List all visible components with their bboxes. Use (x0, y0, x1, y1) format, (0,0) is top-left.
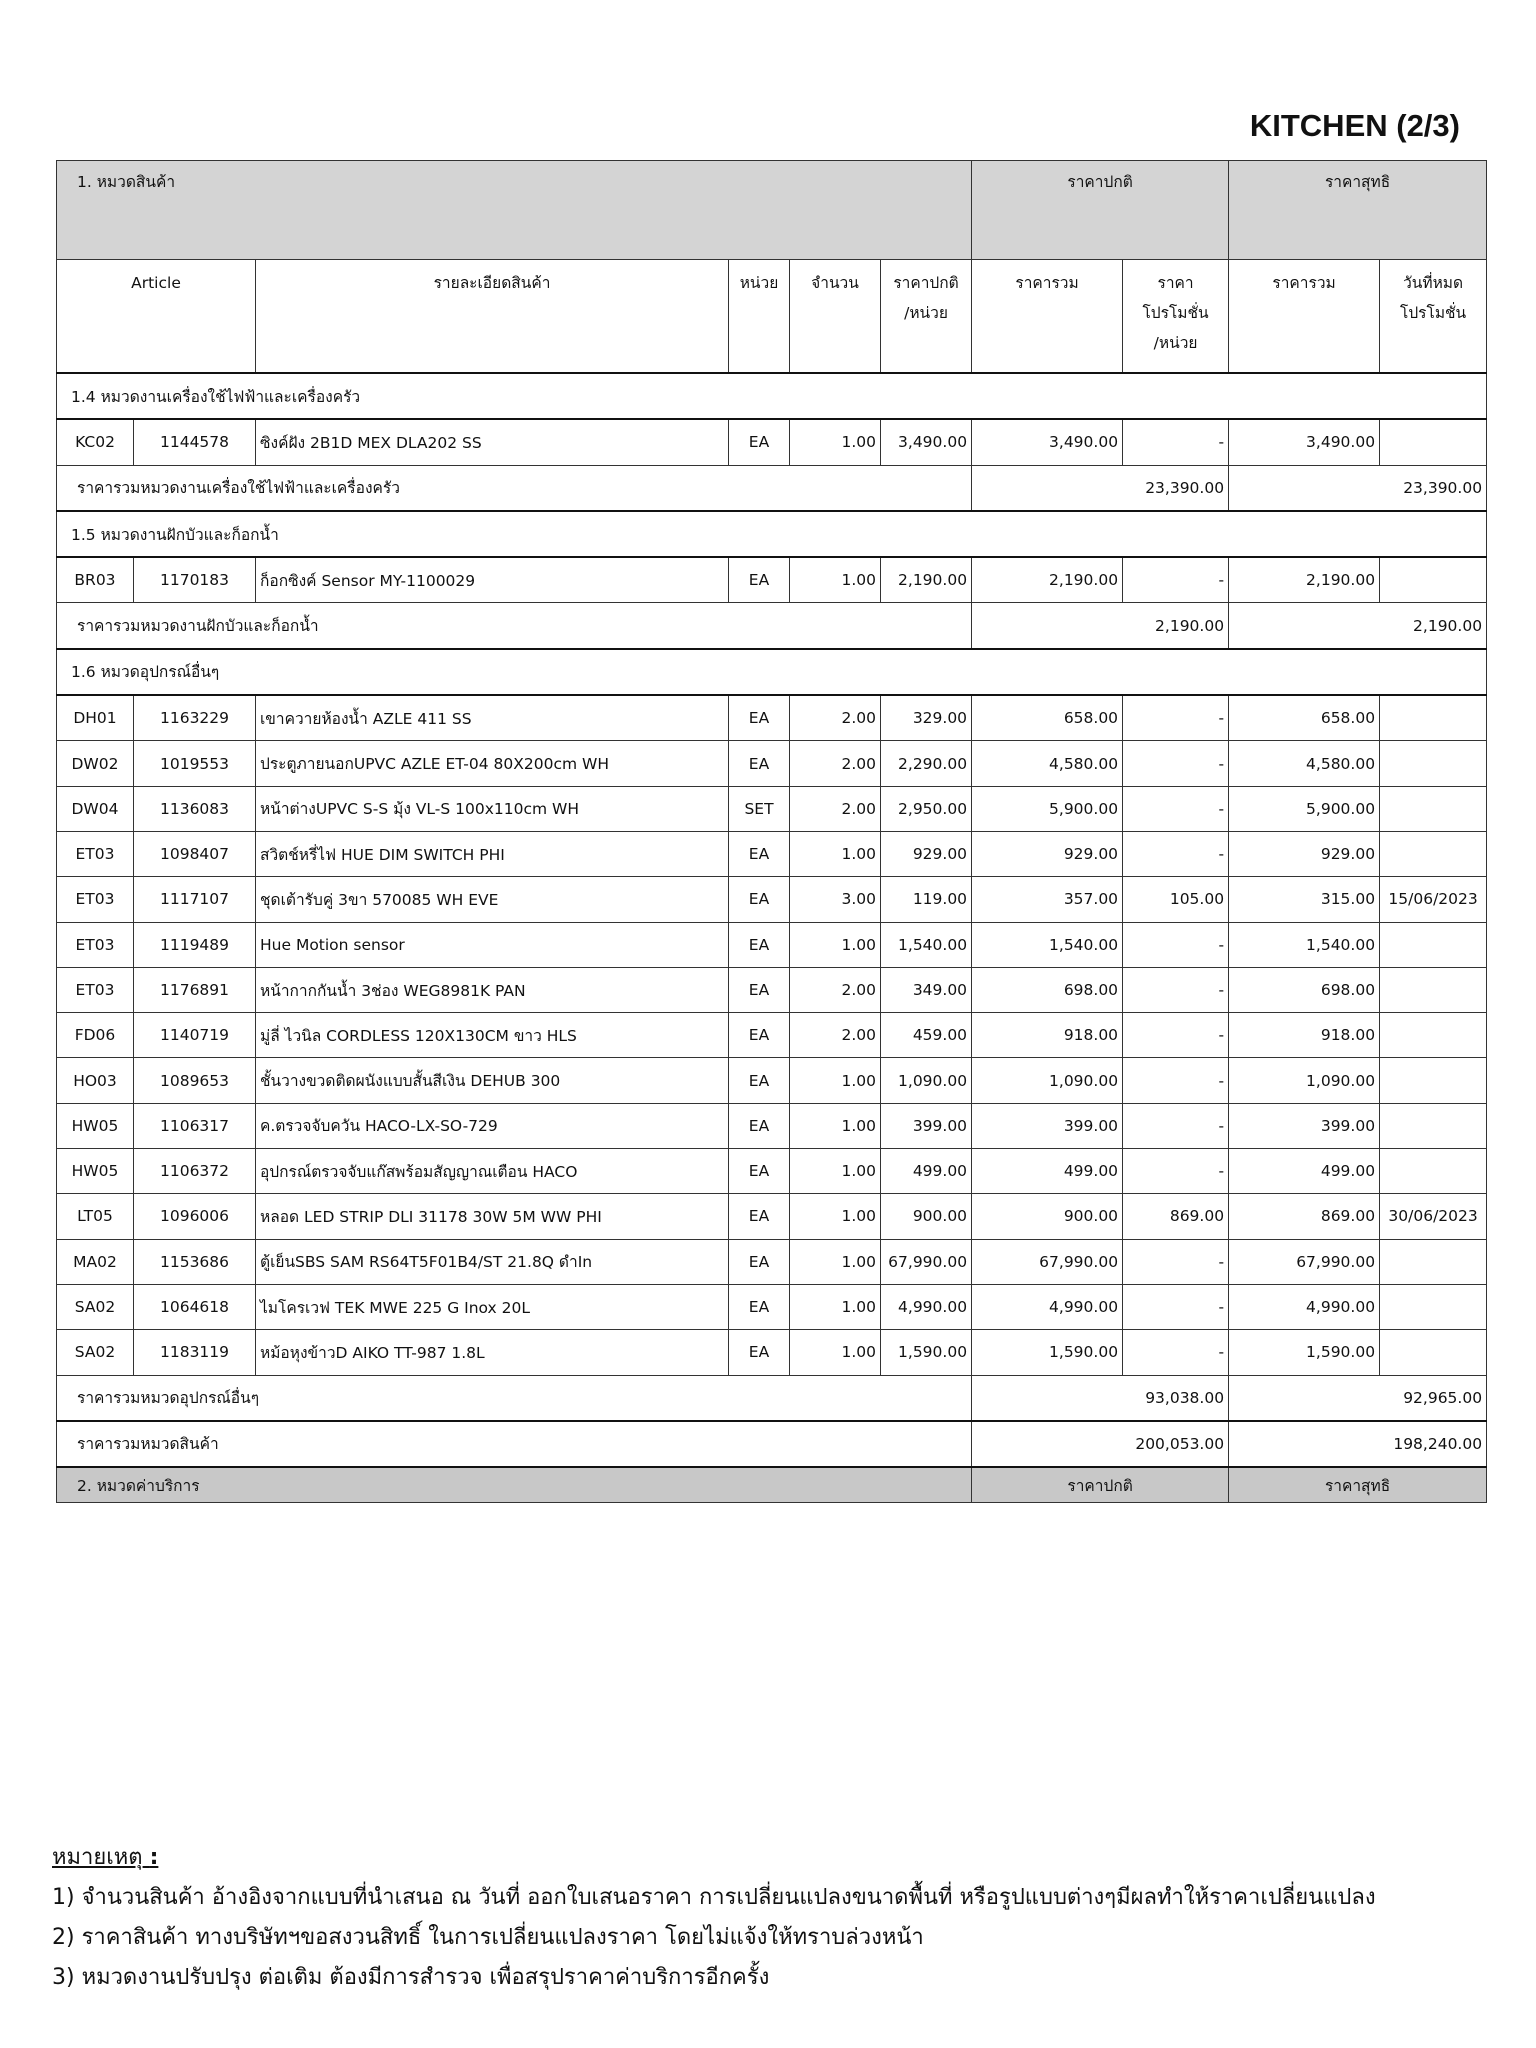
item-unit: EA (729, 1149, 790, 1194)
subtotal-label: ราคารวมหมวดอุปกรณ์อื่นๆ (57, 1375, 972, 1421)
item-code: MA02 (57, 1239, 134, 1284)
item-description: Hue Motion sensor (256, 922, 729, 967)
item-promo-end (1380, 695, 1487, 741)
col-promo-price: ราคา โปรโมชั่น /หน่วย (1123, 260, 1229, 374)
table-row (57, 1013, 1487, 1058)
item-code: DW04 (57, 786, 134, 831)
item-qty: 3.00 (790, 877, 881, 922)
grand-total-row (57, 1421, 1487, 1467)
item-article: 1117107 (134, 877, 256, 922)
item-code: HW05 (57, 1149, 134, 1194)
col-description: รายละเอียดสินค้า (256, 260, 729, 374)
item-unit-price: 2,290.00 (881, 741, 972, 786)
item-unit-price: 2,190.00 (881, 557, 972, 603)
item-promo-end (1380, 1013, 1487, 1058)
item-article: 1176891 (134, 967, 256, 1012)
item-net-total: 1,090.00 (1229, 1058, 1380, 1103)
service-net-label: ราคาสุทธิ (1229, 1467, 1487, 1503)
item-unit-price: 399.00 (881, 1103, 972, 1148)
item-promo-price: - (1123, 1239, 1229, 1284)
section-row (57, 511, 1487, 557)
item-article: 1163229 (134, 695, 256, 741)
category-header-row (57, 161, 1487, 260)
item-net-total: 4,580.00 (1229, 741, 1380, 786)
item-code: HO03 (57, 1058, 134, 1103)
item-qty: 1.00 (790, 831, 881, 876)
note-line: 2) ราคาสินค้า ทางบริษัทฯขอสงวนสิทธิ์ ในการเปลี่ยนแปลงราคา โดยไม่แจ้งให้ทราบล่วงหน้า (52, 1925, 924, 1950)
subtotal-row (57, 1375, 1487, 1421)
service-regular-label: ราคาปกติ (972, 1467, 1229, 1503)
subtotal-regular: 2,190.00 (972, 603, 1229, 649)
table-row (57, 967, 1487, 1012)
item-description: ค.ตรวจจับควัน HACO-LX-SO-729 (256, 1103, 729, 1148)
item-article: 1098407 (134, 831, 256, 876)
service-category-title: 2. หมวดค่าบริการ (57, 1467, 972, 1503)
item-total: 1,590.00 (972, 1330, 1123, 1375)
item-qty: 1.00 (790, 1239, 881, 1284)
item-promo-price: - (1123, 967, 1229, 1012)
item-article: 1170183 (134, 557, 256, 603)
item-article: 1019553 (134, 741, 256, 786)
item-total: 357.00 (972, 877, 1123, 922)
item-net-total: 4,990.00 (1229, 1284, 1380, 1329)
item-unit: EA (729, 1284, 790, 1329)
item-promo-price: - (1123, 1149, 1229, 1194)
item-unit-price: 67,990.00 (881, 1239, 972, 1284)
table-row (57, 419, 1487, 465)
notes-title: หมายเหตุ : (52, 1845, 159, 1870)
item-total: 499.00 (972, 1149, 1123, 1194)
item-unit-price: 2,950.00 (881, 786, 972, 831)
net-price-group: ราคาสุทธิ (1229, 161, 1487, 260)
item-code: ET03 (57, 831, 134, 876)
item-qty: 2.00 (790, 967, 881, 1012)
item-code: SA02 (57, 1330, 134, 1375)
item-unit: SET (729, 786, 790, 831)
col-promo-end: วันที่หมด โปรโมชั่น (1380, 260, 1487, 374)
item-unit: EA (729, 922, 790, 967)
quotation-table (56, 160, 1487, 1503)
table-row (57, 1284, 1487, 1329)
table-row (57, 877, 1487, 922)
grand-total-net: 198,240.00 (1229, 1421, 1487, 1467)
item-unit-price: 459.00 (881, 1013, 972, 1058)
item-unit: EA (729, 419, 790, 465)
item-description: ชั้นวางขวดติดผนังแบบสั้นสีเงิน DEHUB 300 (256, 1058, 729, 1103)
item-description: สวิตช์หรี่ไฟ HUE DIM SWITCH PHI (256, 831, 729, 876)
item-total: 5,900.00 (972, 786, 1123, 831)
column-header-row (57, 260, 1487, 374)
item-unit-price: 329.00 (881, 695, 972, 741)
item-qty: 1.00 (790, 1058, 881, 1103)
item-net-total: 315.00 (1229, 877, 1380, 922)
item-unit-price: 1,090.00 (881, 1058, 972, 1103)
item-unit-price: 929.00 (881, 831, 972, 876)
item-promo-price: 105.00 (1123, 877, 1229, 922)
item-unit: EA (729, 967, 790, 1012)
col-total: ราคารวม (972, 260, 1123, 374)
item-net-total: 5,900.00 (1229, 786, 1380, 831)
item-article: 1140719 (134, 1013, 256, 1058)
subtotal-regular: 93,038.00 (972, 1375, 1229, 1421)
item-net-total: 499.00 (1229, 1149, 1380, 1194)
item-qty: 1.00 (790, 1194, 881, 1239)
item-net-total: 67,990.00 (1229, 1239, 1380, 1284)
table-row (57, 1103, 1487, 1148)
item-code: DH01 (57, 695, 134, 741)
item-qty: 2.00 (790, 786, 881, 831)
category-title: 1. หมวดสินค้า (57, 161, 972, 260)
item-unit: EA (729, 831, 790, 876)
subtotal-regular: 23,390.00 (972, 465, 1229, 511)
item-promo-price: - (1123, 786, 1229, 831)
item-code: ET03 (57, 967, 134, 1012)
item-promo-price: - (1123, 419, 1229, 465)
item-total: 918.00 (972, 1013, 1123, 1058)
subtotal-row (57, 465, 1487, 511)
item-description: ตู้เย็นSBS SAM RS64T5F01B4/ST 21.8Q ดำIn (256, 1239, 729, 1284)
item-total: 698.00 (972, 967, 1123, 1012)
item-promo-end (1380, 741, 1487, 786)
item-total: 3,490.00 (972, 419, 1123, 465)
item-total: 929.00 (972, 831, 1123, 876)
item-promo-end (1380, 1239, 1487, 1284)
item-unit-price: 1,590.00 (881, 1330, 972, 1375)
col-unit: หน่วย (729, 260, 790, 374)
item-article: 1136083 (134, 786, 256, 831)
item-net-total: 918.00 (1229, 1013, 1380, 1058)
item-description: หน้ากากกันน้ำ 3ช่อง WEG8981K PAN (256, 967, 729, 1012)
item-promo-price: - (1123, 1013, 1229, 1058)
item-article: 1064618 (134, 1284, 256, 1329)
subtotal-net: 2,190.00 (1229, 603, 1487, 649)
item-unit-price: 499.00 (881, 1149, 972, 1194)
item-promo-price: - (1123, 1330, 1229, 1375)
col-qty: จำนวน (790, 260, 881, 374)
item-unit: EA (729, 1239, 790, 1284)
item-promo-end: 30/06/2023 (1380, 1194, 1487, 1239)
item-promo-end (1380, 1058, 1487, 1103)
item-promo-end: 15/06/2023 (1380, 877, 1487, 922)
section-title: 1.4 หมวดงานเครื่องใช้ไฟฟ้าและเครื่องครัว (57, 373, 1487, 419)
item-description: หลอด LED STRIP DLI 31178 30W 5M WW PHI (256, 1194, 729, 1239)
table-row (57, 1330, 1487, 1375)
item-promo-end (1380, 1330, 1487, 1375)
item-unit: EA (729, 695, 790, 741)
item-code: ET03 (57, 922, 134, 967)
item-article: 1106372 (134, 1149, 256, 1194)
item-promo-end (1380, 922, 1487, 967)
item-net-total: 869.00 (1229, 1194, 1380, 1239)
item-article: 1119489 (134, 922, 256, 967)
item-unit: EA (729, 1103, 790, 1148)
item-unit-price: 349.00 (881, 967, 972, 1012)
item-total: 1,540.00 (972, 922, 1123, 967)
item-net-total: 698.00 (1229, 967, 1380, 1012)
note-line: 3) หมวดงานปรับปรุง ต่อเติม ต้องมีการสำรวจ เพื่อสรุปราคาค่าบริการอีกครั้ง (52, 1965, 770, 1990)
item-total: 1,090.00 (972, 1058, 1123, 1103)
section-row (57, 649, 1487, 695)
item-unit: EA (729, 1330, 790, 1375)
item-qty: 1.00 (790, 1103, 881, 1148)
item-description: เขาควายห้องน้ำ AZLE 411 SS (256, 695, 729, 741)
item-description: ก็อกซิงค์ Sensor MY-1100029 (256, 557, 729, 603)
item-total: 658.00 (972, 695, 1123, 741)
item-promo-price: - (1123, 695, 1229, 741)
col-article: Article (57, 260, 256, 374)
item-unit-price: 3,490.00 (881, 419, 972, 465)
table-row (57, 831, 1487, 876)
item-description: อุปกรณ์ตรวจจับแก๊สพร้อมสัญญาณเตือน HACO (256, 1149, 729, 1194)
item-article: 1144578 (134, 419, 256, 465)
grand-total-regular: 200,053.00 (972, 1421, 1229, 1467)
item-qty: 1.00 (790, 1284, 881, 1329)
item-total: 67,990.00 (972, 1239, 1123, 1284)
item-article: 1096006 (134, 1194, 256, 1239)
item-unit-price: 4,990.00 (881, 1284, 972, 1329)
item-code: LT05 (57, 1194, 134, 1239)
item-promo-price: - (1123, 557, 1229, 603)
item-net-total: 399.00 (1229, 1103, 1380, 1148)
item-code: ET03 (57, 877, 134, 922)
item-total: 4,580.00 (972, 741, 1123, 786)
item-promo-end (1380, 1284, 1487, 1329)
item-net-total: 658.00 (1229, 695, 1380, 741)
item-unit: EA (729, 1058, 790, 1103)
item-promo-end (1380, 1149, 1487, 1194)
subtotal-net: 92,965.00 (1229, 1375, 1487, 1421)
item-qty: 1.00 (790, 1149, 881, 1194)
col-unit-price: ราคาปกติ /หน่วย (881, 260, 972, 374)
item-qty: 2.00 (790, 741, 881, 786)
item-promo-price: - (1123, 1103, 1229, 1148)
item-description: ชุดเต้ารับคู่ 3ขา 570085 WH EVE (256, 877, 729, 922)
table-row (57, 1194, 1487, 1239)
item-description: หน้าต่างUPVC S-S มุ้ง VL-S 100x110cm WH (256, 786, 729, 831)
table-row (57, 1058, 1487, 1103)
item-net-total: 1,540.00 (1229, 922, 1380, 967)
subtotal-net: 23,390.00 (1229, 465, 1487, 511)
item-code: DW02 (57, 741, 134, 786)
item-description: ไมโครเวฟ TEK MWE 225 G Inox 20L (256, 1284, 729, 1329)
item-code: HW05 (57, 1103, 134, 1148)
item-unit-price: 1,540.00 (881, 922, 972, 967)
regular-price-group: ราคาปกติ (972, 161, 1229, 260)
item-promo-price: - (1123, 1284, 1229, 1329)
subtotal-label: ราคารวมหมวดงานฝักบัวและก็อกน้ำ (57, 603, 972, 649)
subtotal-label: ราคารวมหมวดงานเครื่องใช้ไฟฟ้าและเครื่องครัว (57, 465, 972, 511)
item-description: ซิงค์ฝัง 2B1D MEX DLA202 SS (256, 419, 729, 465)
item-promo-end (1380, 831, 1487, 876)
item-article: 1153686 (134, 1239, 256, 1284)
item-unit: EA (729, 741, 790, 786)
section-title: 1.6 หมวดอุปกรณ์อื่นๆ (57, 649, 1487, 695)
table-row (57, 741, 1487, 786)
item-net-total: 2,190.00 (1229, 557, 1380, 603)
page-title: KITCHEN (2/3) (1249, 108, 1460, 143)
item-qty: 1.00 (790, 1330, 881, 1375)
item-promo-price: - (1123, 922, 1229, 967)
table-row (57, 695, 1487, 741)
service-header-row (57, 1467, 1487, 1503)
item-total: 399.00 (972, 1103, 1123, 1148)
item-promo-price: - (1123, 741, 1229, 786)
item-qty: 1.00 (790, 557, 881, 603)
item-code: SA02 (57, 1284, 134, 1329)
item-total: 4,990.00 (972, 1284, 1123, 1329)
item-code: FD06 (57, 1013, 134, 1058)
grand-total-label: ราคารวมหมวดสินค้า (57, 1421, 972, 1467)
col-net-total: ราคารวม (1229, 260, 1380, 374)
item-qty: 2.00 (790, 1013, 881, 1058)
section-row (57, 373, 1487, 419)
item-promo-price: - (1123, 831, 1229, 876)
item-qty: 2.00 (790, 695, 881, 741)
table-row (57, 1149, 1487, 1194)
item-code: BR03 (57, 557, 134, 603)
item-qty: 1.00 (790, 922, 881, 967)
item-unit-price: 119.00 (881, 877, 972, 922)
item-promo-end (1380, 419, 1487, 465)
item-promo-price: - (1123, 1058, 1229, 1103)
item-promo-end (1380, 557, 1487, 603)
item-net-total: 3,490.00 (1229, 419, 1380, 465)
subtotal-row (57, 603, 1487, 649)
item-total: 900.00 (972, 1194, 1123, 1239)
item-promo-end (1380, 967, 1487, 1012)
item-net-total: 929.00 (1229, 831, 1380, 876)
section-title: 1.5 หมวดงานฝักบัวและก็อกน้ำ (57, 511, 1487, 557)
table-row (57, 557, 1487, 603)
item-article: 1089653 (134, 1058, 256, 1103)
item-promo-end (1380, 786, 1487, 831)
item-article: 1106317 (134, 1103, 256, 1148)
notes (52, 1838, 1492, 1998)
table-row (57, 786, 1487, 831)
item-qty: 1.00 (790, 419, 881, 465)
item-unit: EA (729, 1194, 790, 1239)
item-total: 2,190.00 (972, 557, 1123, 603)
item-promo-end (1380, 1103, 1487, 1148)
item-unit: EA (729, 877, 790, 922)
item-unit: EA (729, 1013, 790, 1058)
table-row (57, 922, 1487, 967)
item-article: 1183119 (134, 1330, 256, 1375)
item-unit: EA (729, 557, 790, 603)
item-code: KC02 (57, 419, 134, 465)
item-description: ประตูภายนอกUPVC AZLE ET-04 80X200cm WH (256, 741, 729, 786)
item-description: มู่ลี่ ไวนิล CORDLESS 120X130CM ขาว HLS (256, 1013, 729, 1058)
item-description: หม้อหุงข้าวD AIKO TT-987 1.8L (256, 1330, 729, 1375)
item-promo-price: 869.00 (1123, 1194, 1229, 1239)
item-unit-price: 900.00 (881, 1194, 972, 1239)
note-line: 1) จำนวนสินค้า อ้างอิงจากแบบที่นำเสนอ ณ วันที่ ออกใบเสนอราคา การเปลี่ยนแปลงขนาดพื้นที่ หรือรูปแบบต่างๆมีผลทำให้ราคาเปลี่ยนแปลง (52, 1885, 1376, 1910)
item-net-total: 1,590.00 (1229, 1330, 1380, 1375)
table-row (57, 1239, 1487, 1284)
